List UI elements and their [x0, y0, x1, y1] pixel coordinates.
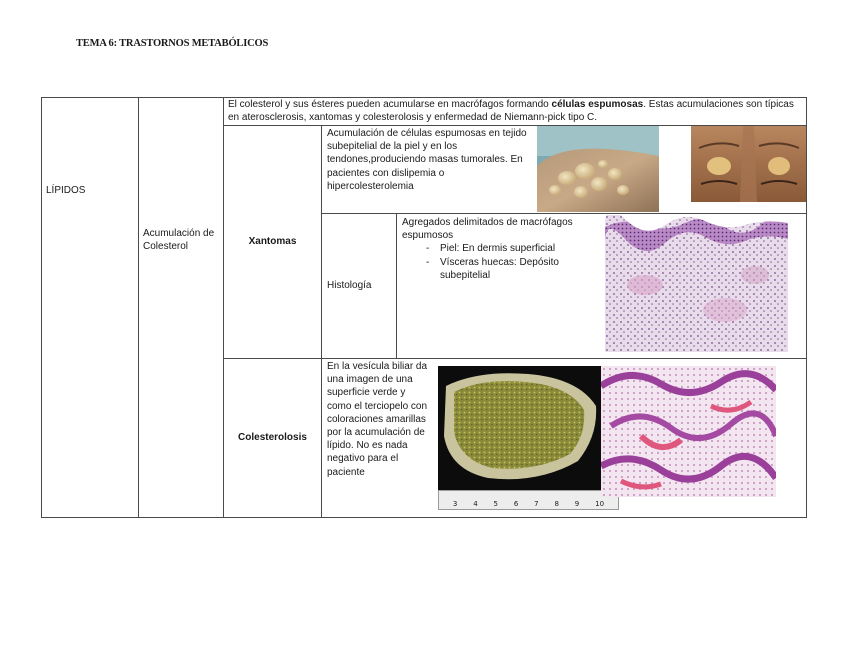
ruler-tick: 6: [513, 500, 519, 508]
ruler-tick: 9: [574, 500, 580, 508]
ruler: [438, 490, 619, 510]
intro-text-start: El colesterol y sus ésteres pueden acumularse en macrófagos formando: [228, 99, 552, 110]
ruler-tick: 5: [493, 500, 499, 508]
xanthelasma-eyelid-photo: [691, 126, 806, 202]
page-title: TEMA 6: TRASTORNOS METABÓLICOS: [76, 38, 269, 49]
ruler-tick: 8: [554, 500, 559, 508]
gallbladder-histology-image: [601, 366, 776, 497]
histologia-label: Histología: [327, 280, 372, 292]
histologia-content: [402, 216, 602, 282]
subcategory-label: Acumulación de Colesterol: [143, 228, 215, 253]
ruler-tick: 10: [595, 500, 605, 508]
histologia-intro: Agregados delimitados de macrófagos espumosos: [402, 217, 573, 242]
colesterolosis-label: Colesterolosis: [238, 432, 307, 444]
list-item: - Piel: En dermis superficial: [426, 242, 602, 255]
histologia-list: [402, 242, 602, 282]
xanthoma-elbow-photo: [537, 126, 659, 212]
xanthoma-histology-image: [605, 215, 788, 352]
histologia-label-cell: [327, 214, 395, 358]
intro-bold-term: células espumosas: [551, 99, 644, 110]
colesterolosis-description: En la vesícula biliar da una imagen de una superficie verde y como el terciopelo con coloraciones amarillas por la acumulación de lípido. No es nada negativo para el paciente: [327, 361, 428, 478]
ruler-tick: 4: [473, 500, 478, 508]
intro-text: [228, 98, 804, 124]
ruler-tick: 3: [452, 500, 458, 508]
list-item: - Vísceras huecas: Depósito subepitelial: [426, 256, 602, 282]
category-label: LÍPIDOS: [46, 185, 86, 197]
xantomas-label: Xantomas: [248, 236, 297, 248]
colesterolosis-label-cell: [224, 359, 321, 517]
ruler-tick: 7: [534, 500, 539, 508]
intro-text-end: . Estas acumulaciones son típicas en aterosclerosis, xantomas y colesterolosis y enfermedad de Niemann-pick tipo C.: [228, 99, 794, 124]
xantomas-description: Acumulación de células espumosas en tejido subepitelial de la piel y en los tendones,produciendo masas tumorales. En pacientes con dislipemia o hipercolesterolemia: [327, 128, 527, 192]
category-cell: [46, 98, 136, 284]
xantomas-label-cell: [224, 126, 321, 358]
subcategory-cell: [143, 227, 221, 253]
